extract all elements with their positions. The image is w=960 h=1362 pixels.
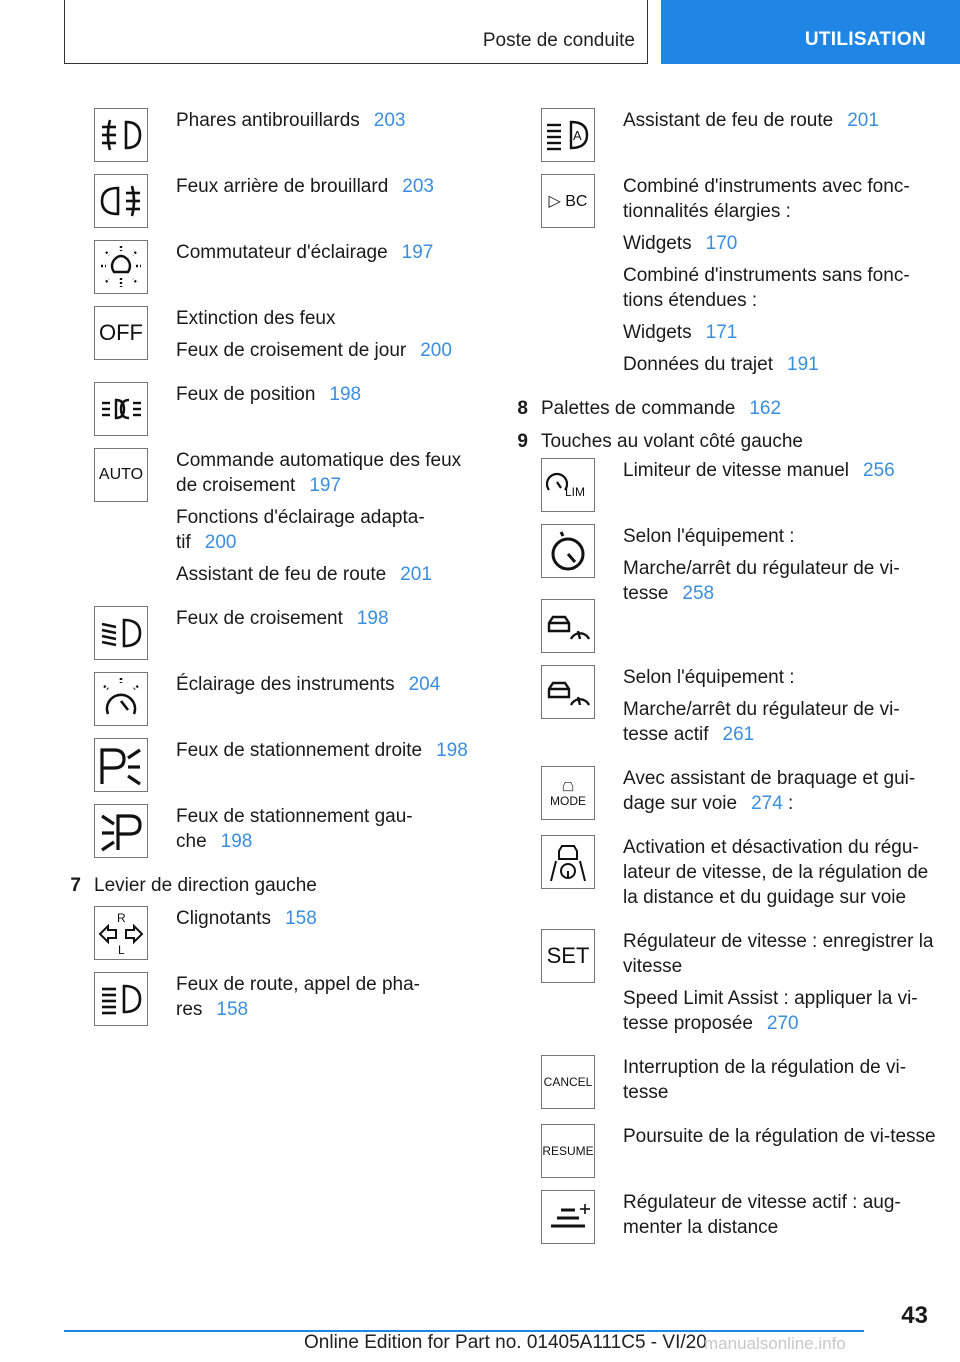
- item-label: Feux de route, appel de pha-res: [176, 974, 421, 1020]
- page-ref-link[interactable]: 258: [682, 583, 715, 604]
- page-ref-link[interactable]: 198: [329, 384, 362, 405]
- distance-increase-icon: [541, 1190, 595, 1244]
- set-icon: SET: [541, 929, 595, 983]
- list-item: [94, 672, 480, 726]
- item-label: Interruption de la régulation de vi-tesse: [623, 1057, 907, 1103]
- auto-icon: AUTO: [94, 448, 148, 502]
- lane-guidance-icon: [541, 835, 595, 889]
- page-ref-link[interactable]: 197: [401, 242, 434, 263]
- page-ref-link[interactable]: 158: [216, 999, 249, 1020]
- item-label: Phares antibrouillards: [176, 110, 360, 131]
- item-label: Combiné d'instruments avec fonc-tionnalités élargies :: [623, 176, 910, 222]
- item-label: Combiné d'instruments sans fonc-tions étendues :: [623, 265, 910, 311]
- item-label: Feux de stationnement droite: [176, 740, 423, 761]
- section-number: 9: [517, 431, 528, 452]
- header-box: [64, 0, 648, 64]
- svg-text:A: A: [573, 128, 582, 143]
- mode-icon: MODE: [541, 766, 595, 820]
- section-number: 8: [517, 398, 528, 419]
- resume-icon: RESUME: [541, 1124, 595, 1178]
- item-label: Marche/arrêt du régulateur de vi-tesse: [623, 558, 900, 604]
- parking-light-left-icon: [94, 804, 148, 858]
- item-label: Extinction des feux: [176, 308, 336, 329]
- item-label: Assistant de feu de route: [176, 564, 387, 585]
- page-section-title: Poste de conduite: [482, 30, 635, 51]
- item-label: Commande automatique des feux de croisement: [176, 450, 462, 496]
- list-item: [541, 458, 941, 512]
- page-ref-link[interactable]: 198: [436, 740, 468, 761]
- item-label: Marche/arrêt du régulateur de vi-tesse actif: [623, 699, 900, 745]
- item-label: Poursuite de la régulation de vi-tesse: [623, 1126, 936, 1147]
- page-ref-link[interactable]: 198: [356, 608, 389, 629]
- item-label: Selon l'équipement :: [623, 526, 795, 547]
- page-ref-link[interactable]: 256: [863, 460, 895, 481]
- item-label: Commutateur d'éclairage: [176, 242, 388, 263]
- bc-icon: ▷ BC: [541, 174, 595, 228]
- speed-limiter-icon: [541, 458, 595, 512]
- page-ref-link[interactable]: 201: [847, 110, 879, 131]
- parking-light-right-icon: [94, 738, 148, 792]
- instrument-lighting-icon: [94, 672, 148, 726]
- list-item: [94, 174, 480, 228]
- list-item: [94, 240, 480, 294]
- item-label: Clignotants: [176, 908, 272, 929]
- page-ref-link[interactable]: 270: [766, 1013, 799, 1034]
- cancel-icon: CANCEL: [541, 1055, 595, 1109]
- page-ref-link[interactable]: 198: [220, 831, 253, 852]
- list-item: [541, 174, 941, 384]
- item-label: Feux arrière de brouillard: [176, 176, 389, 197]
- item-label: Feux de position: [176, 384, 316, 405]
- section-title: Palettes de commande: [541, 398, 736, 419]
- right-column: [517, 108, 941, 1259]
- section-title: Touches au volant côté gauche: [541, 431, 803, 452]
- item-label: Selon l'équipement :: [623, 667, 795, 688]
- list-item: [94, 972, 480, 1029]
- item-label: Speed Limit Assist : appliquer la vi-tesse proposée: [623, 988, 918, 1034]
- left-column: [70, 108, 480, 1041]
- item-label: Fonctions d'éclairage adapta-tif: [176, 507, 425, 553]
- page-ref-link[interactable]: 162: [749, 398, 782, 419]
- page-ref-link[interactable]: 203: [373, 110, 406, 131]
- section-8: [494, 396, 941, 421]
- page-ref-link[interactable]: 200: [204, 532, 237, 553]
- high-beam-assistant-icon: [541, 108, 595, 162]
- list-item: [94, 738, 480, 792]
- page-ref-link[interactable]: 261: [722, 724, 755, 745]
- cruise-control-car-icon: [541, 599, 595, 653]
- page-ref-link[interactable]: 197: [309, 475, 342, 496]
- svg-text:L: L: [118, 943, 125, 957]
- position-light-icon: [94, 382, 148, 436]
- page-ref-link[interactable]: 204: [408, 674, 441, 695]
- page-ref-link[interactable]: 201: [400, 564, 432, 585]
- list-item: [94, 382, 480, 436]
- watermark: manualsonline.info: [704, 1334, 846, 1353]
- page-number: 43: [901, 1302, 928, 1329]
- list-item: [94, 804, 480, 861]
- list-item: [94, 448, 480, 594]
- low-beam-icon: [94, 606, 148, 660]
- item-label: Widgets: [623, 322, 692, 343]
- active-cruise-control-icon: [541, 665, 595, 719]
- item-label: Avec assistant de braquage et gui-dage sur voie: [623, 768, 916, 814]
- turn-signal-icon: [94, 906, 148, 960]
- list-item: [94, 906, 480, 960]
- front-fog-light-icon: [94, 108, 148, 162]
- item-label: Données du trajet: [623, 354, 773, 375]
- item-label: Feux de croisement de jour: [176, 340, 407, 361]
- page-ref-link[interactable]: 274: [751, 793, 783, 814]
- item-label: Assistant de feu de route: [623, 110, 834, 131]
- item-label: Feux de croisement: [176, 608, 343, 629]
- item-label: Feux de stationnement gau-che: [176, 806, 413, 852]
- section-9: [494, 429, 941, 454]
- svg-text:LIM: LIM: [565, 485, 586, 499]
- list-item: [541, 665, 941, 754]
- list-item: [94, 606, 480, 660]
- item-label: Régulateur de vitesse actif : aug-menter la distance: [623, 1192, 901, 1238]
- item-label: Activation et désactivation du régu-lateur de vitesse, de la régulation de la distance et du guidage sur voie: [623, 837, 929, 908]
- light-switch-icon: [94, 240, 148, 294]
- page-ref-link[interactable]: 171: [705, 322, 738, 343]
- off-icon: OFF: [94, 306, 148, 360]
- svg-text:R: R: [117, 911, 126, 925]
- page-ref-link[interactable]: 158: [285, 908, 317, 929]
- list-item: [541, 1124, 941, 1178]
- section-7: [47, 873, 480, 898]
- list-item: [541, 1055, 941, 1112]
- list-item: MODE Avec assistant de braquage et gui-dage sur voie 274 :: [541, 766, 941, 823]
- section-number: 7: [70, 875, 81, 896]
- section-title: Levier de direction gauche: [94, 875, 317, 896]
- list-item: [94, 108, 480, 162]
- item-label: Éclairage des instruments: [176, 674, 395, 695]
- list-item: [94, 306, 480, 370]
- list-item: [541, 929, 941, 1043]
- tab-utilisation[interactable]: UTILISATION: [661, 0, 960, 64]
- item-label: Widgets: [623, 233, 692, 254]
- footer-edition: Online Edition for Part no. 01405A111C5 - VI/20: [304, 1332, 707, 1353]
- item-label: Limiteur de vitesse manuel: [623, 460, 849, 481]
- high-beam-icon: [94, 972, 148, 1026]
- page-ref-link[interactable]: 203: [402, 176, 434, 197]
- page-ref-link[interactable]: 191: [787, 354, 819, 375]
- item-label: Régulateur de vitesse : enregistrer la vitesse: [623, 931, 934, 977]
- rear-fog-light-icon: [94, 174, 148, 228]
- list-item: [541, 108, 941, 162]
- page-ref-link[interactable]: 170: [705, 233, 738, 254]
- page-ref-link[interactable]: 200: [420, 340, 452, 361]
- cruise-control-icon: [541, 524, 595, 578]
- list-item: [541, 835, 941, 917]
- list-item: [541, 1190, 941, 1247]
